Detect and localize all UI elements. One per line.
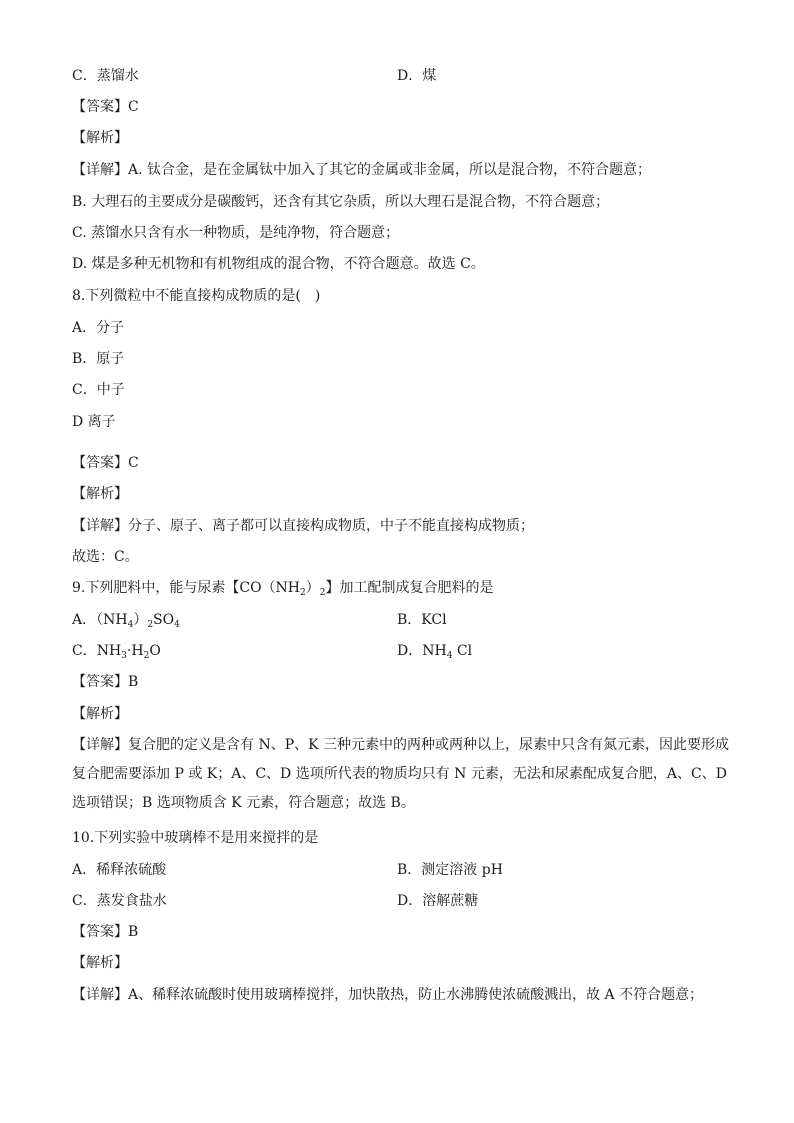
q8-option-a: A．分子: [72, 320, 125, 336]
q9-option-b: B．KCl: [397, 612, 447, 628]
q8-option-b: B．原子: [72, 351, 125, 367]
q9-question: 9.下列肥料中，能与尿素【$CO(NH_2)_2$】加工配制成复合肥料的是: [72, 580, 494, 598]
q7-option-c: C．蒸馏水: [72, 68, 139, 84]
q8-conclusion: 故选：C。: [72, 549, 139, 565]
q9-detail: 【详解】复合肥的定义是含有 N、P、K 三种元素中的两种或两种以上，尿素中只含有氮元素，因此要形成复合肥需要添加 P 或 K；A、C、D 选项所代表的物质均只有 N 元素，无法和尿素配成复合肥，A、C、D 选项错误；B 选项物质含 K 元素，符合题意；故选 B。: [72, 737, 730, 811]
q8-question: 8.下列微粒中不能直接构成物质的是( ): [72, 288, 321, 304]
q9-option-a: A．$(NH_4)_2SO_4$: [72, 612, 180, 630]
q10-question: 10.下列实验中玻璃棒不是用来搅拌的是: [72, 830, 319, 846]
q10-option-a: A．稀释浓硫酸: [72, 862, 167, 878]
q7-detail-a: 【详解】A. 钛合金，是在金属钛中加入了其它的金属或非金属，所以是混合物，不符合题意；: [72, 162, 652, 178]
q8-analysis-heading: 【解析】: [72, 486, 128, 502]
q10-option-b: B．测定溶液 pH: [397, 862, 503, 878]
q10-option-d: D．溶解蔗糖: [397, 893, 479, 909]
q9-answer: 【答案】B: [72, 674, 139, 690]
q9-option-c: C．$NH_3\cdot H_2O$: [72, 643, 161, 661]
q8-detail: 【详解】分子、原子、离子都可以直接构成物质，中子不能直接构成物质；: [72, 518, 534, 534]
q8-option-c: C．中子: [72, 382, 125, 398]
q7-detail-b: B. 大理石的主要成分是碳酸钙，还含有其它杂质，所以大理石是混合物，不符合题意；: [72, 194, 610, 210]
q9-analysis-heading: 【解析】: [72, 706, 128, 722]
q10-answer: 【答案】B: [72, 924, 139, 940]
q10-option-c: C．蒸发食盐水: [72, 893, 167, 909]
q8-answer: 【答案】C: [72, 455, 139, 471]
q7-detail-c: C. 蒸馏水只含有水一种物质，是纯净物，符合题意；: [72, 225, 400, 241]
q7-detail-d: D. 煤是多种无机物和有机物组成的混合物，不符合题意。故选 C。: [72, 256, 485, 272]
q8-option-d: D 离子: [72, 414, 116, 430]
q7-analysis-heading: 【解析】: [72, 130, 128, 146]
q10-detail-a: 【详解】A、稀释浓硫酸时使用玻璃棒搅拌，加快散热，防止水沸腾使浓硫酸溅出，故 A 不符合题意；: [72, 987, 704, 1003]
q10-analysis-heading: 【解析】: [72, 955, 128, 971]
q9-option-d: D．$NH_4$ Cl: [397, 643, 473, 661]
q7-answer: 【答案】C: [72, 99, 139, 115]
q7-option-d: D．煤: [397, 68, 437, 84]
